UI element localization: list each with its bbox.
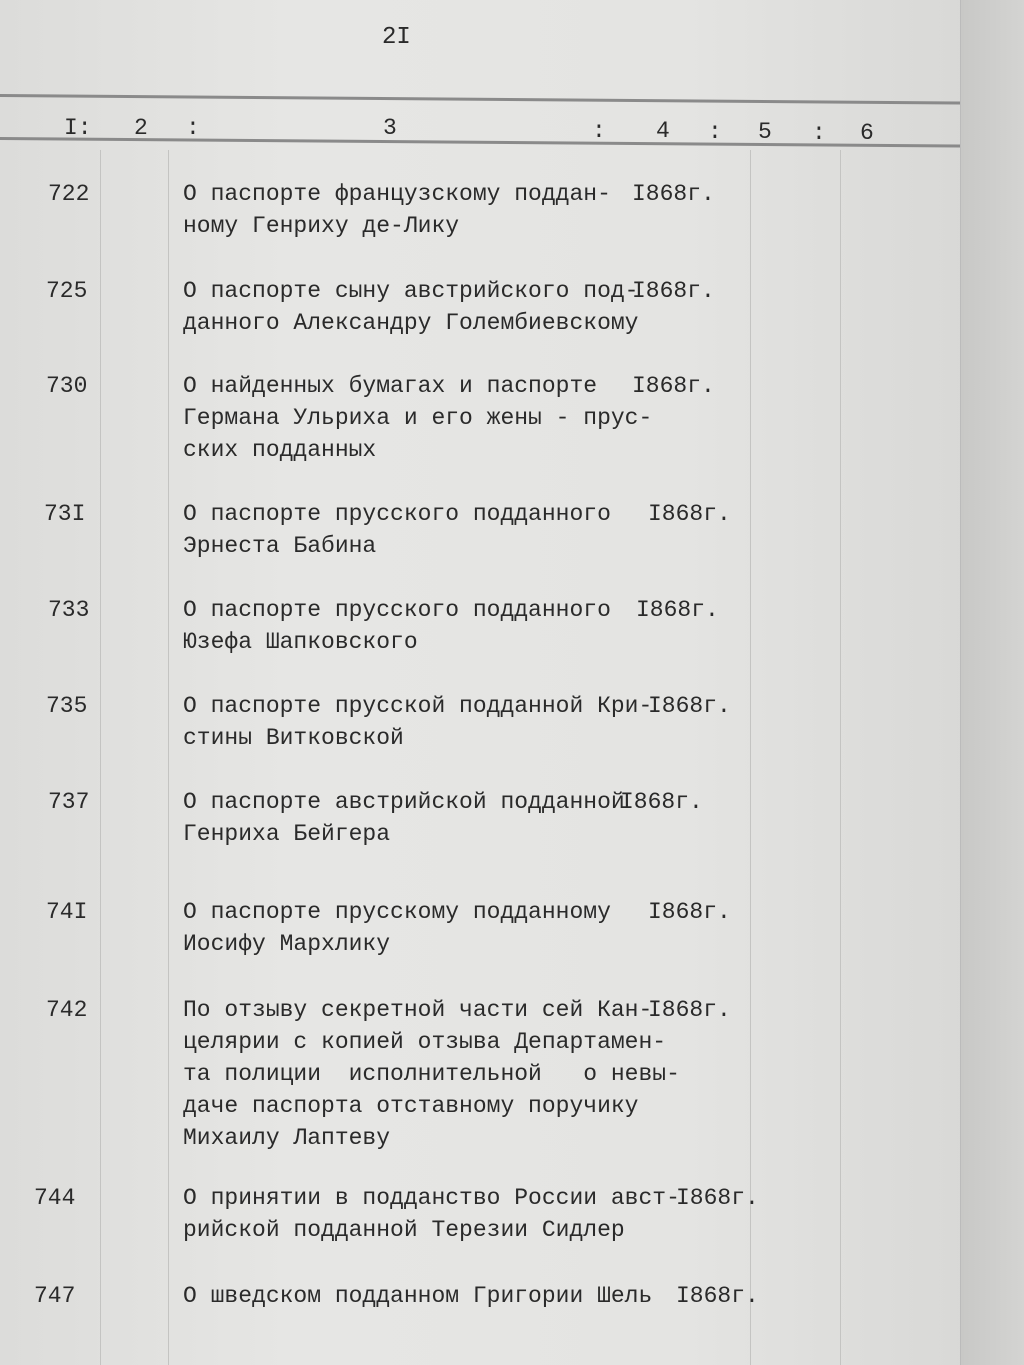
entry-number: 725 — [46, 278, 88, 304]
col-header-2: 2 — [134, 115, 148, 141]
entry-title — [183, 786, 625, 850]
entry-year: I868г. — [632, 373, 715, 399]
entry-title — [183, 594, 611, 658]
entry-title — [183, 498, 611, 562]
col-separator: : — [708, 119, 722, 145]
entry-title — [183, 275, 638, 339]
entry-line: О паспорте австрийской подданной — [183, 789, 625, 815]
entry-line: рийской подданной Терезии Сидлер — [183, 1217, 625, 1243]
entry-year: I868г. — [676, 1283, 759, 1309]
entry-line: О найденных бумагах и паспорте — [183, 373, 598, 399]
entry-line: О шведском подданном Григории Шель — [183, 1283, 653, 1309]
entry-number: 735 — [46, 693, 88, 719]
column-line — [100, 150, 101, 1365]
entry-line: ному Генриху де-Лику — [183, 213, 460, 239]
col-separator: : — [812, 120, 826, 146]
entry-line: целярии с копией отзыва Департамен- — [183, 1029, 667, 1055]
entry-line: Германа Ульриха и его жены - прус- — [183, 405, 653, 431]
entry-year: I868г. — [648, 997, 731, 1023]
entry-line: О принятии в подданство России авст- — [183, 1185, 680, 1211]
entry-year: I868г. — [648, 501, 731, 527]
entry-number: 722 — [48, 181, 90, 207]
entry-line: Михаилу Лаптеву — [183, 1125, 391, 1151]
entry-line: Генриха Бейгера — [183, 821, 391, 847]
column-line — [168, 150, 169, 1365]
entry-line: данного Александру Голембиевскому — [183, 310, 639, 336]
entry-title — [183, 370, 652, 466]
entry-number: 744 — [34, 1185, 76, 1211]
entry-line: О паспорте сыну австрийского под- — [183, 278, 639, 304]
col-header-3: 3 — [383, 115, 397, 141]
col-separator: : — [592, 118, 606, 144]
entry-year: I868г. — [648, 899, 731, 925]
entry-line: даче паспорта отставному поручику — [183, 1093, 639, 1119]
column-line — [840, 150, 841, 1365]
entry-title — [183, 178, 611, 242]
entry-number: 747 — [34, 1283, 76, 1309]
entry-number: 73I — [44, 501, 86, 527]
col-separator: : — [186, 115, 200, 141]
entry-line: По отзыву секретной части сей Кан- — [183, 997, 653, 1023]
entry-year: I868г. — [648, 693, 731, 719]
entry-title — [183, 1182, 680, 1246]
entry-line: стины Витковской — [183, 725, 404, 751]
entry-year: I868г. — [636, 597, 719, 623]
entry-year: I868г. — [620, 789, 703, 815]
entry-year: I868г. — [632, 278, 715, 304]
entry-line: Юзефа Шапковского — [183, 629, 418, 655]
entry-number: 733 — [48, 597, 90, 623]
entry-line: Эрнеста Бабина — [183, 533, 377, 559]
entry-title — [183, 896, 611, 960]
entry-line: О паспорте прусского подданного — [183, 597, 611, 623]
entry-line: Иосифу Мархлику — [183, 931, 391, 957]
entry-title — [183, 690, 652, 754]
next-page-edge — [960, 0, 1024, 1365]
col-header-1: I: — [64, 115, 92, 141]
entry-line: О паспорте прусского подданного — [183, 501, 611, 527]
entry-title — [183, 994, 680, 1154]
col-header-4: 4 — [656, 118, 670, 144]
entry-year: I868г. — [632, 181, 715, 207]
page-number: 2I — [382, 24, 411, 51]
col-header-5: 5 — [758, 119, 772, 145]
entry-title — [183, 1280, 652, 1312]
entry-line: ских подданных — [183, 437, 377, 463]
entry-line: та полиции исполнительной о невы- — [183, 1061, 680, 1087]
entry-line: О паспорте прусской подданной Кри- — [183, 693, 653, 719]
entry-line: О паспорте прусскому подданному — [183, 899, 611, 925]
entry-number: 737 — [48, 789, 90, 815]
entry-number: 74I — [46, 899, 88, 925]
entry-year: I868г. — [676, 1185, 759, 1211]
header-top-rule — [0, 94, 975, 105]
entry-line: О паспорте французскому поддан- — [183, 181, 611, 207]
col-header-6: 6 — [860, 120, 874, 146]
entry-number: 730 — [46, 373, 88, 399]
entry-number: 742 — [46, 997, 88, 1023]
